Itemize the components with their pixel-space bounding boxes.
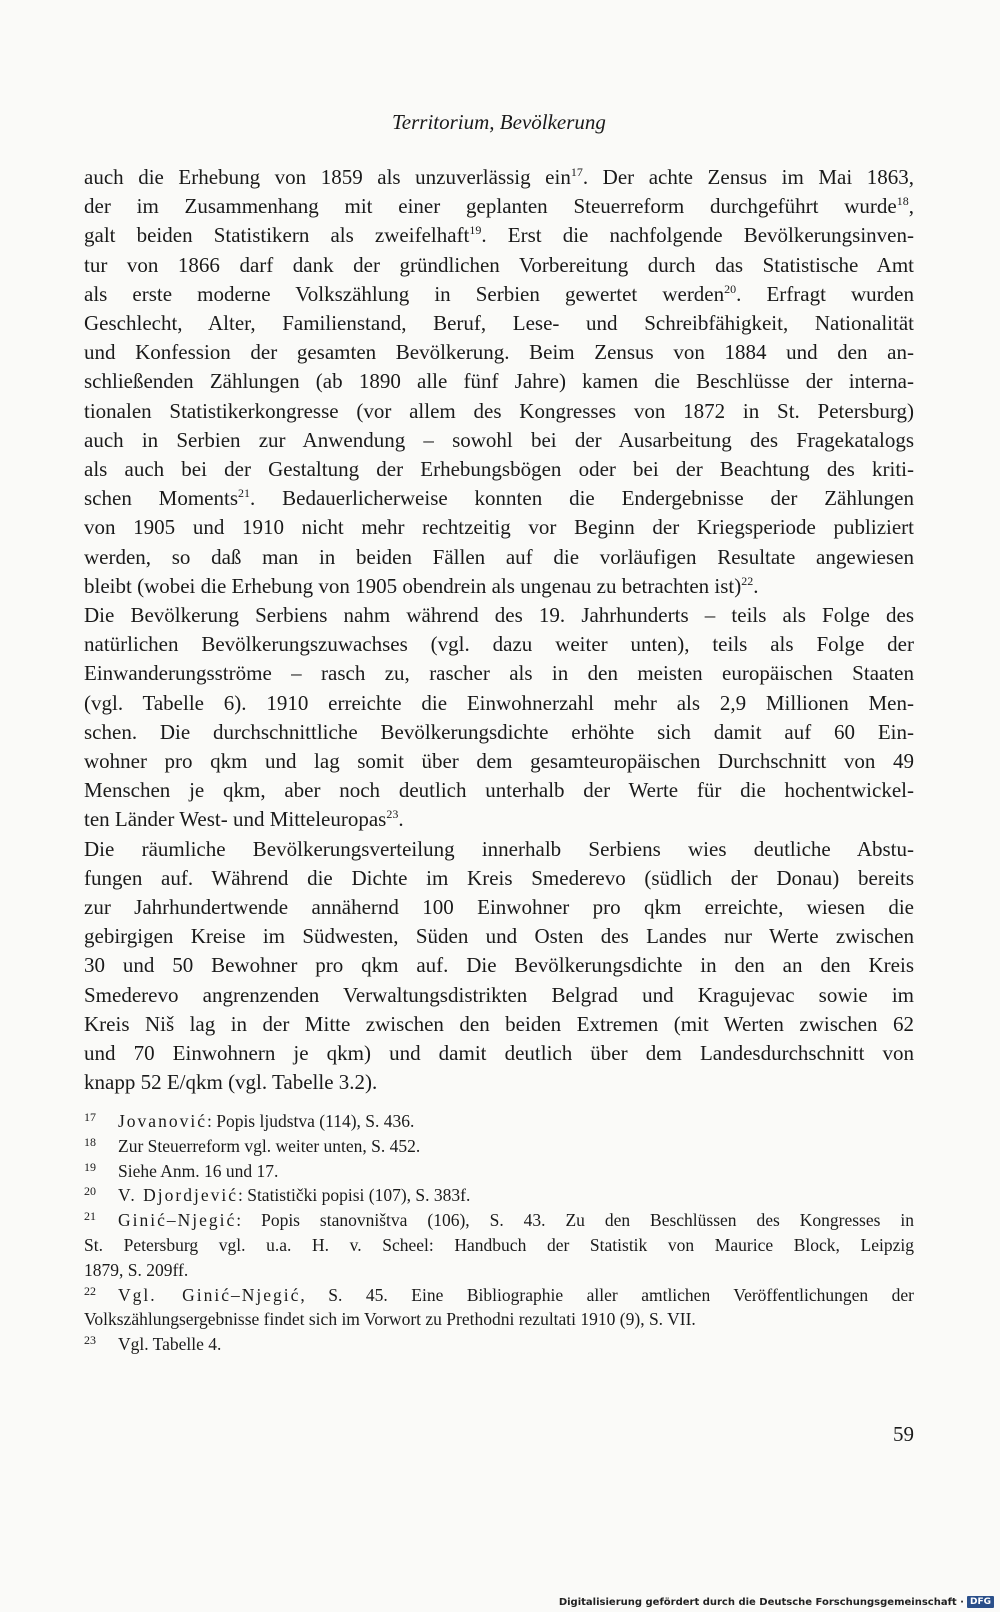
line-text: . Erfragt wurden [736, 281, 914, 306]
text-line [84, 601, 914, 630]
text-line [84, 251, 914, 280]
line-text: gebirgigen Kreise im Südwesten, Süden und Osten des Landes nur Werte zwischen [84, 924, 914, 949]
line-text: knapp 52 E/qkm (vgl. Tabelle 3.2). [84, 1070, 378, 1095]
footnote-ref: 20 [724, 281, 737, 296]
line-text: von 1905 und 1910 nicht mehr rechtzeitig vor Beginn der Kriegsperiode publiziert [84, 515, 914, 540]
line-text: Die räumliche Bevölkerungsverteilung innerhalb Serbiens wies deutliche Abstu- [84, 836, 914, 861]
text-line [84, 951, 914, 980]
text-line [84, 981, 914, 1010]
body-text [84, 163, 914, 1098]
line-text: und 70 Einwohnern je qkm) und damit deutlich über dem Landesdurchschnitt von [84, 1041, 914, 1066]
digitization-banner [559, 1596, 994, 1608]
footnotes [84, 1109, 914, 1357]
digitization-note: Digitalisierung gefördert durch die Deutsche Forschungsgemeinschaft · [558, 1596, 964, 1608]
text-line [84, 192, 914, 221]
text-line [84, 659, 914, 688]
text-line [84, 689, 914, 718]
line-text: schen Moments [84, 486, 239, 511]
footnote-ref: 22 [741, 573, 754, 588]
line-text: wohner pro qkm und lag somit über dem gesamteuropäischen Durchschnitt von 49 [84, 749, 914, 774]
text-line [84, 747, 914, 776]
line-text: Geschlecht, Alter, Familienstand, Beruf, Lese- und Schreibfähigkeit, Nationalität [84, 311, 914, 336]
page-number: 59 [893, 1422, 914, 1446]
line-text: Einwanderungsströme – rasch zu, rascher als in den meisten europäischen Staaten [84, 661, 914, 686]
footnote: 18 Zur Steuerreform vgl. weiter unten, S. 452. [84, 1134, 421, 1156]
footnote-continuation: St. Petersburg vgl. u.a. H. v. Scheel: Handbuch der Statistik von Maurice Block, Leipzig [84, 1234, 914, 1255]
line-text: 30 und 50 Bewohner pro qkm auf. Die Bevölkerungsdichte in den an den Kreis [84, 953, 914, 978]
footnote-text: Vgl. Tabelle 4. [118, 1334, 222, 1355]
footnote-ref: 23 [386, 807, 399, 822]
line-text: auch die Erhebung von 1859 als unzuverlässig ein [84, 165, 571, 189]
text-line [84, 455, 914, 484]
footnote: 22 Vgl. Ginić–Njegić, S. 45. Eine Bibliographie aller amtlichen Veröffentlichungen der Volkszählungsergebnisse findet sich im Vorwort zu Prethodni rezultati 1910 (9), S. VII. [84, 1283, 914, 1333]
footnote: 23 Vgl. Tabelle 4. [84, 1333, 222, 1355]
text-line [84, 776, 914, 805]
line-text: schen. Die durchschnittliche Bevölkerungsdichte erhöhte sich damit auf 60 Ein- [84, 719, 914, 744]
line-text: Menschen je qkm, aber noch deutlich unterhalb der Werte für die hochentwickel- [84, 778, 914, 803]
line-text: , [908, 194, 914, 219]
line-text: fungen auf. Während die Dichte im Kreis Smederevo (südlich der Donau) bereits [84, 865, 914, 890]
footnote-author: Jovanović [118, 1111, 207, 1131]
footnote-author: Vgl. Ginić–Njegić [118, 1284, 301, 1305]
footnote-text: , S. 45. Eine Bibliographie aller amtlichen Veröffentlichungen der [300, 1284, 915, 1305]
line-text: . Erst die nachfolgende Bevölkerungsinven- [481, 223, 914, 248]
line-text: und Konfession der gesamten Bevölkerung. Beim Zensus von 1884 und den an- [84, 340, 914, 365]
text-line [84, 367, 914, 396]
text-line [84, 922, 914, 951]
text-line [84, 426, 914, 455]
footnote-text: Zur Steuerreform vgl. weiter unten, S. 452. [118, 1135, 421, 1156]
footnote-text: : Popis stanovništva (106), S. 43. Zu den Beschlüssen des Kongresses in [236, 1210, 914, 1231]
footnote-text: : Popis ljudstva (114), S. 436. [206, 1111, 415, 1131]
text-line [84, 221, 914, 250]
text-line [84, 572, 914, 601]
running-head: Territorium, Bevölkerung [392, 110, 606, 134]
line-text: Die Bevölkerung Serbiens nahm während des 19. Jahrhunderts – teils als Folge des [84, 603, 914, 628]
footnote: 21 Ginić–Njegić: Popis stanovništva (106), S. 43. Zu den Beschlüssen des Kongresses in St. Petersburg vgl. u.a. H. v. Scheel: Handbuch der Statistik von Maurice Block, Leipzig 1879, S. 209ff. [84, 1208, 914, 1282]
text-line [84, 630, 914, 659]
text-line [84, 397, 914, 426]
text-line [84, 484, 914, 513]
line-text: natürlichen Bevölkerungszuwachses (vgl. dazu weiter unten), teils als Folge der [84, 632, 914, 657]
footnote: 17 Jovanović: Popis ljudstva (114), S. 436. [84, 1110, 415, 1131]
line-text: (vgl. Tabelle 6). 1910 erreichte die Einwohnerzahl mehr als 2,9 Millionen Men- [84, 690, 914, 715]
line-text: zur Jahrhundertwende annähernd 100 Einwohner pro qkm erreichte, wiesen die [84, 895, 914, 920]
text-line [84, 309, 914, 338]
footnote-author: V. Djordjević [118, 1185, 238, 1206]
text-line [84, 513, 914, 542]
footnote-ref: 19 [469, 223, 482, 238]
footnote-continuation: 1879, S. 209ff. [84, 1259, 189, 1280]
text-line [84, 280, 914, 309]
line-text: auch in Serbien zur Anwendung – sowohl bei der Ausarbeitung des Fragekatalogs [84, 427, 914, 452]
paragraph [84, 601, 914, 835]
footnote-author: Ginić–Njegić [118, 1210, 237, 1231]
line-text: . Bedauerlicherweise konnten die Endergebnisse der Zählungen [250, 486, 914, 511]
text-line [84, 893, 914, 922]
footnote: 20 V. Djordjević: Statistički popisi (107), S. 383f. [84, 1184, 471, 1206]
line-text: Smederevo angrenzenden Verwaltungsdistrikten Belgrad und Kragujevac sowie im [84, 982, 914, 1007]
line-text: ten Länder West- und Mitteleuropas [84, 807, 387, 832]
footnote-ref: 17 [570, 165, 583, 179]
text-line [84, 338, 914, 367]
text-line [84, 805, 914, 834]
footnote-text: Siehe Anm. 16 und 17. [118, 1160, 279, 1181]
line-text: tur von 1866 darf dank der gründlichen Vorbereitung durch das Statistische Amt [84, 252, 914, 277]
line-text: als erste moderne Volkszählung in Serbien gewertet werden [84, 281, 725, 306]
line-text: der im Zusammenhang mit einer geplanten Steuerreform durchgeführt wurde [84, 194, 897, 219]
line-text: werden, so daß man in beiden Fällen auf die vorläufigen Resultate angewiesen [84, 544, 914, 569]
text-line [84, 835, 914, 864]
footnote: 19 Siehe Anm. 16 und 17. [84, 1159, 279, 1181]
line-text: schließenden Zählungen (ab 1890 alle fünf Jahre) kamen die Beschlüsse der interna- [84, 369, 914, 394]
line-text: bleibt (wobei die Erhebung von 1905 obendrein als ungenau zu betrachten ist) [84, 573, 742, 598]
line-text: als auch bei der Gestaltung der Erhebungsbögen oder bei der Beachtung des kriti- [84, 457, 914, 482]
footnote-text: : Statistički popisi (107), S. 383f. [237, 1185, 471, 1206]
line-text: tionalen Statistikerkongresse (vor allem des Kongresses von 1872 in St. Petersburg) [84, 398, 914, 423]
text-line [84, 1010, 914, 1039]
text-line [84, 1039, 914, 1068]
footnote-continuation: Volkszählungsergebnisse findet sich im Vorwort zu Prethodni rezultati 1910 (9), S. VII. [84, 1309, 696, 1330]
line-text: . [753, 573, 759, 598]
footnote-ref: 18 [896, 194, 909, 209]
text-line [84, 163, 914, 192]
paragraph [84, 163, 914, 601]
text-line [84, 718, 914, 747]
dfg-logo-icon: DFG [967, 1596, 994, 1608]
footnote-ref: 21 [238, 486, 251, 501]
text-line [84, 543, 914, 572]
line-text: . Der achte Zensus im Mai 1863, [582, 165, 914, 189]
line-text: galt beiden Statistikern als zweifelhaft [84, 223, 470, 248]
text-line [84, 1068, 914, 1097]
line-text: . [398, 807, 404, 832]
paragraph [84, 835, 914, 1098]
text-line [84, 864, 914, 893]
line-text: Kreis Niš lag in der Mitte zwischen den beiden Extremen (mit Werten zwischen 62 [84, 1011, 914, 1036]
